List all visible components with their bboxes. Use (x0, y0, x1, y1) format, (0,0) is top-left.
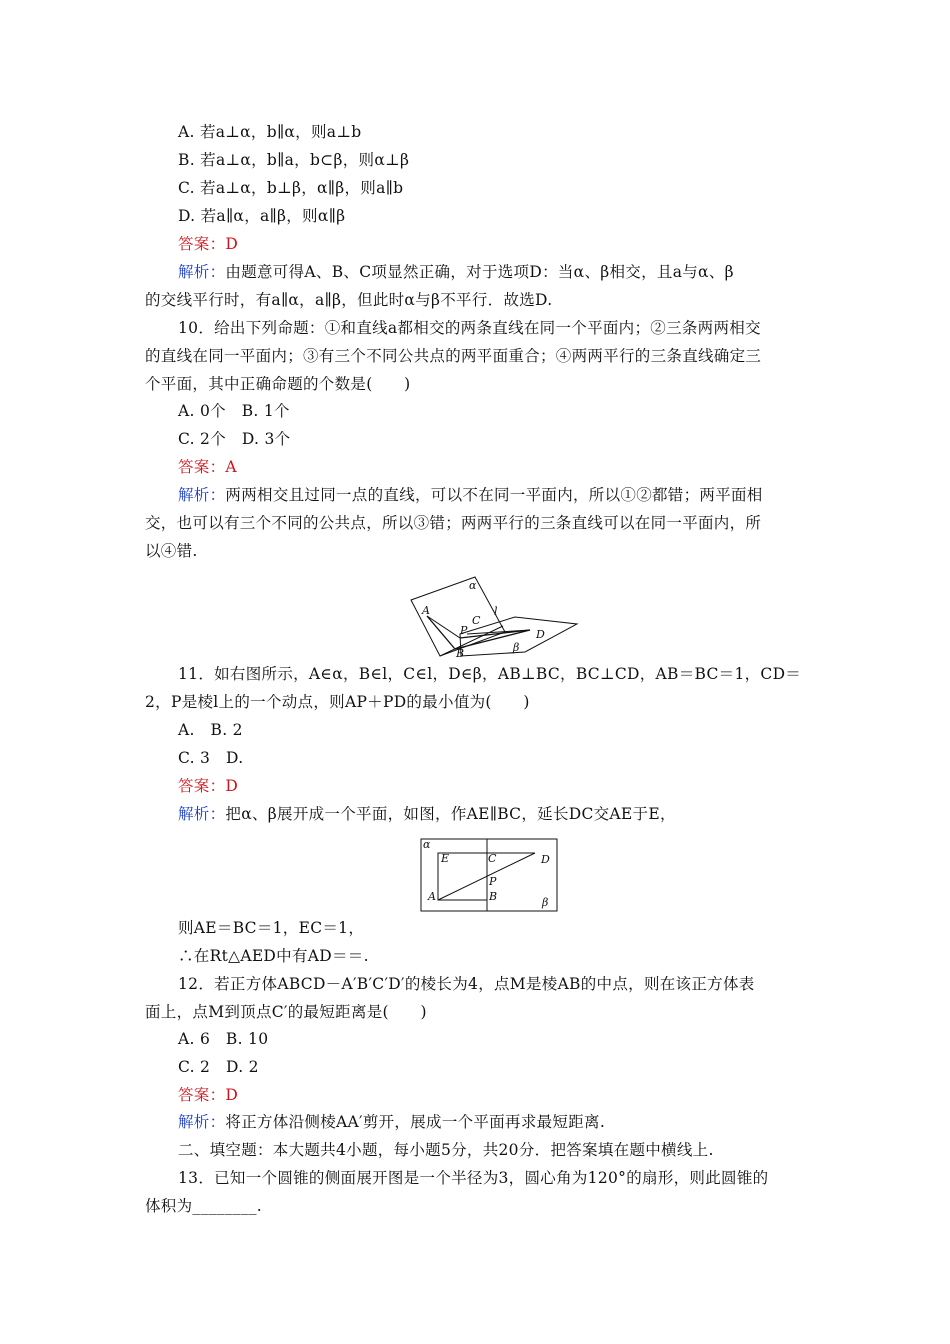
q10-line1: 10．给出下列命题：①和直线a都相交的两条直线在同一个平面内；②三条两两相交 (178, 319, 761, 337)
answer-9: 答案：D (178, 235, 239, 253)
fig1-label-p: P (460, 624, 468, 637)
analysis-11-line1: 解析：把α、β展开成一个平面，如图，作AE∥BC，延长DC交AE于E， (178, 805, 676, 823)
answer-11: 答案：D (178, 777, 239, 795)
answer-12: 答案：D (178, 1086, 239, 1104)
dihedral-figure (405, 572, 580, 660)
section-fill-in: 二、填空题：本大题共4小题，每小题5分，共20分．把答案填在题中横线上. (178, 1141, 714, 1159)
q10-line2: 的直线在同一平面内；③有三个不同公共点的两平面重合；④两两平行的三条直线确定三 (145, 347, 762, 365)
q12-line1: 12．若正方体ABCD－A′B′C′D′的棱长为4，点M是棱AB的中点，则在该正方体表 (178, 975, 755, 993)
q11-line2: 2，P是棱l上的一个动点，则AP＋PD的最小值为( ) (145, 693, 530, 711)
q11-option-ab: A. B. 2 (178, 721, 243, 739)
line-9d: D. 若a∥α，a∥β，则α∥β (178, 207, 346, 225)
analysis-9-line2: 的交线平行时，有a∥α，a∥β，但此时α与β不平行．故选D. (145, 291, 553, 309)
unfolded-figure (420, 838, 558, 912)
fig2-label-d: D (541, 853, 550, 866)
fig1-label-a: A (422, 604, 430, 617)
q10-option-ab: A. 0个 B. 1个 (178, 402, 290, 420)
analysis-10-line1: 解析：两两相交且过同一点的直线，可以不在同一平面内，所以①②都错；两平面相 (178, 486, 763, 504)
fig1-label-l: l (494, 605, 498, 618)
analysis-12: 解析：将正方体沿侧棱AA′剪开，展成一个平面再求最短距离. (178, 1113, 606, 1131)
analysis-11-line3: ∴在Rt△AED中有AD＝＝. (178, 947, 369, 965)
analysis-9-line1: 解析：由题意可得A、B、C项显然正确，对于选项D：当α、β相交，且a与α、β (178, 263, 734, 281)
q12-option-ab: A. 6 B. 10 (178, 1030, 269, 1048)
fig1-label-c: C (472, 614, 481, 627)
fig1-label-b: B (456, 647, 465, 660)
fig1-label-alpha: α (469, 579, 477, 592)
fig2-label-beta: β (542, 896, 549, 909)
fig2-label-c: C (488, 852, 497, 865)
fig2-label-b: B (489, 890, 498, 903)
line-9b: B. 若a⊥α，b∥a，b⊂β，则α⊥β (178, 151, 410, 169)
analysis-10-line2: 交，也可以有三个不同的公共点，所以③错；两两平行的三条直线可以在同一平面内，所 (145, 514, 762, 532)
analysis-10-line3: 以④错. (145, 542, 198, 560)
q10-option-cd: C. 2个 D. 3个 (178, 430, 291, 448)
q13-line2: 体积为________. (145, 1197, 263, 1215)
fig1-label-beta: β (513, 641, 520, 654)
fig2-label-p: P (489, 875, 497, 888)
q12-option-cd: C. 2 D. 2 (178, 1058, 259, 1076)
fig2-label-e: E (441, 852, 450, 865)
q13-line1: 13．已知一个圆锥的侧面展开图是一个半径为3，圆心角为120°的扇形，则此圆锥的 (178, 1169, 769, 1187)
line-9a: A. 若a⊥α，b∥α，则a⊥b (178, 123, 362, 141)
analysis-11-line2: 则AE＝BC＝1，EC＝1， (178, 919, 365, 937)
fig2-label-alpha: α (423, 838, 431, 851)
answer-10: 答案：A (178, 458, 237, 476)
q11-line1: 11．如右图所示，A∈α，B∈l，C∈l，D∈β，AB⊥BC，BC⊥CD，AB＝BC＝1，CD＝ (178, 665, 802, 683)
q10-line3: 个平面，其中正确命题的个数是( ) (145, 375, 411, 393)
q11-option-cd: C. 3 D. (178, 749, 244, 767)
q12-line2: 面上，点M到顶点C′的最短距离是( ) (145, 1003, 427, 1021)
line-9c: C. 若a⊥α，b⊥β，α∥β，则a∥b (178, 179, 404, 197)
fig1-label-d: D (536, 628, 545, 641)
fig2-label-a: A (428, 890, 436, 903)
